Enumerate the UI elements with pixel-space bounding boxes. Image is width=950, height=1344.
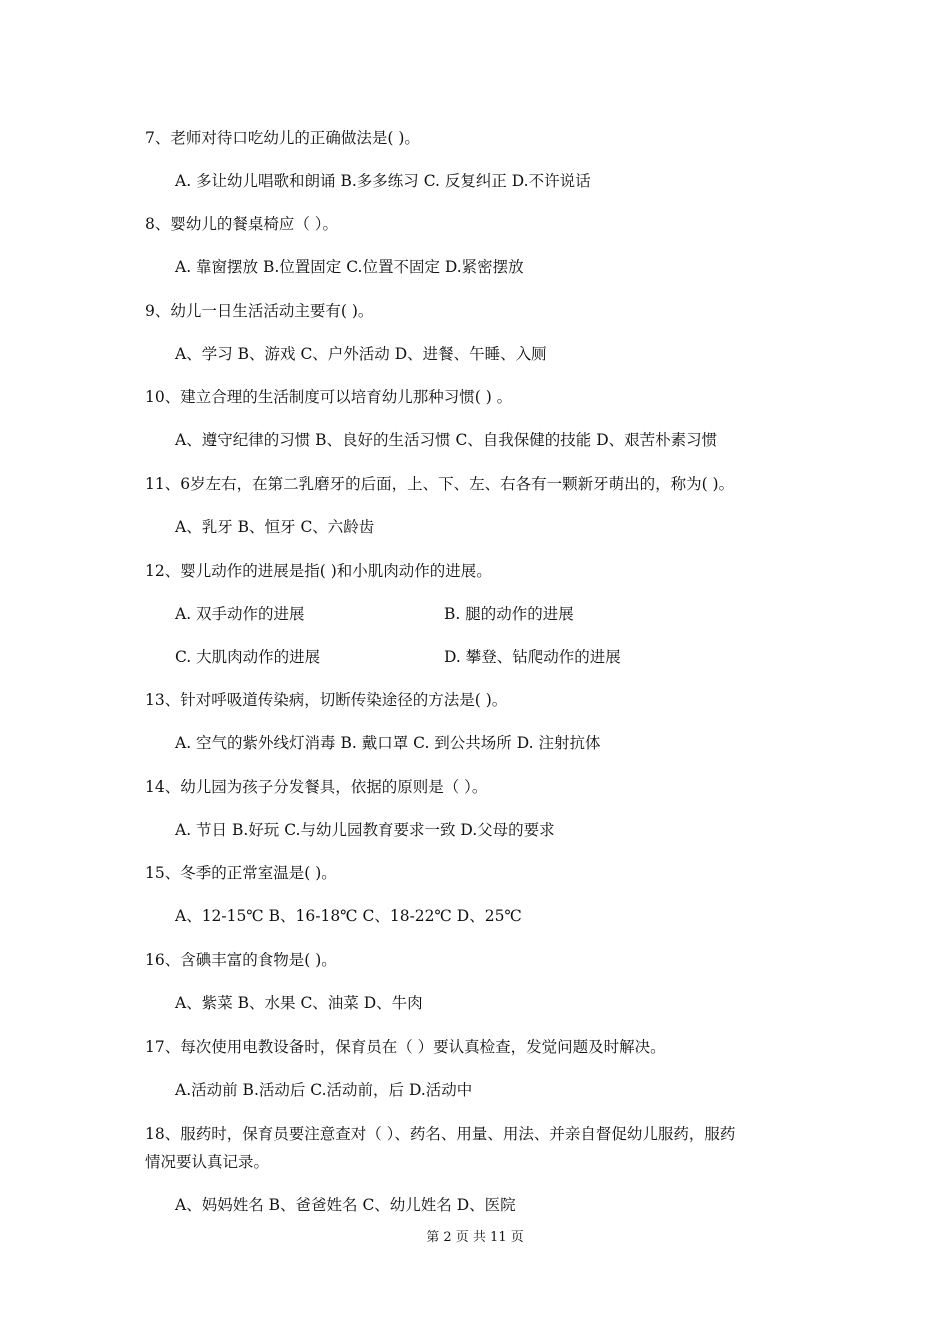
option-b: B. 腿的动作的进展	[444, 605, 574, 623]
question-options: A. 多让幼儿唱歌和朗诵 B.多多练习 C. 反复纠正 D.不许说话	[175, 172, 591, 190]
question-text: 9、幼儿一日生活活动主要有( )。	[145, 302, 374, 320]
question-options: A. 空气的紫外线灯消毒 B. 戴口罩 C. 到公共场所 D. 注射抗体	[175, 734, 601, 752]
question-text: 8、婴幼儿的餐桌椅应（ ）。	[145, 215, 339, 233]
question-text: 7、老师对待口吃幼儿的正确做法是( )。	[145, 129, 420, 147]
option-a: A. 双手动作的进展	[175, 605, 305, 623]
question-text: 18、服药时，保育员要注意查对（ ）、药名、用量、用法、并亲自督促幼儿服药，服药	[145, 1125, 736, 1143]
question-options: A、遵守纪律的习惯 B、良好的生活习惯 C、自我保健的技能 D、艰苦朴素习惯	[175, 431, 718, 449]
question-options: A.活动前 B.活动后 C.活动前，后 D.活动中	[175, 1081, 473, 1099]
option-c: C. 大肌肉动作的进展	[175, 648, 321, 666]
question-options: A、学习 B、游戏 C、户外活动 D、进餐、午睡、入厕	[175, 345, 547, 363]
question-text: 15、冬季的正常室温是( )。	[145, 864, 337, 882]
question-text-continued: 情况要认真记录。	[145, 1153, 270, 1171]
question-options: A. 节日 B.好玩 C.与幼儿园教育要求一致 D.父母的要求	[175, 821, 555, 839]
page-footer: 第 2 页 共 11 页	[426, 1230, 524, 1245]
question-text: 10、建立合理的生活制度可以培育幼儿那种习惯( ) 。	[145, 388, 513, 406]
question-options: A、紫菜 B、水果 C、油菜 D、牛肉	[175, 994, 423, 1012]
question-options: A. 靠窗摆放 B.位置固定 C.位置不固定 D.紧密摆放	[175, 258, 524, 276]
question-options: A、12-15℃ B、16-18℃ C、18-22℃ D、25℃	[175, 907, 522, 925]
question-text: 13、针对呼吸道传染病，切断传染途径的方法是( )。	[145, 691, 508, 709]
question-text: 12、婴儿动作的进展是指( )和小肌肉动作的进展。	[145, 562, 492, 580]
question-text: 17、每次使用电教设备时，保育员在（ ）要认真检查，发觉问题及时解决。	[145, 1038, 666, 1056]
question-text: 16、含碘丰富的食物是( )。	[145, 951, 337, 969]
question-text: 14、幼儿园为孩子分发餐具，依据的原则是（ ）。	[145, 778, 488, 796]
question-text: 11、6岁左右，在第二乳磨牙的后面，上、下、左、右各有一颗新牙萌出的，称为( )。	[145, 475, 735, 493]
question-options: A、妈妈姓名 B、爸爸姓名 C、幼儿姓名 D、医院	[175, 1196, 516, 1214]
option-d: D. 攀登、钻爬动作的进展	[444, 648, 621, 666]
question-options: A、乳牙 B、恒牙 C、六龄齿	[175, 518, 375, 536]
